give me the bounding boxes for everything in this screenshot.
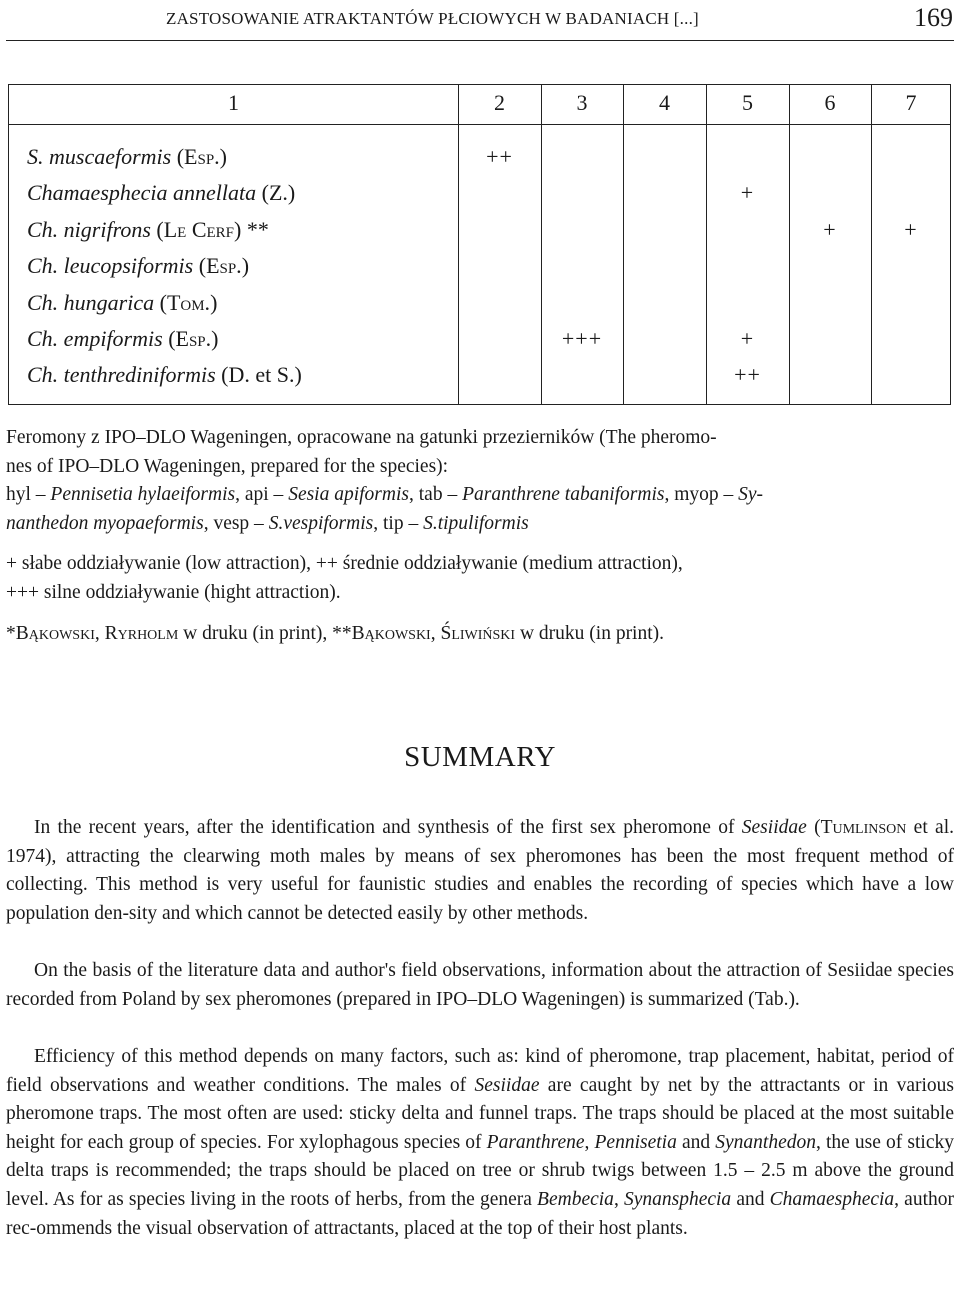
column-header-6: 6 [824, 90, 836, 115]
summary-heading: SUMMARY [404, 741, 556, 773]
header-divider [9, 124, 950, 125]
abbreviation-line: hyl – Pennisetia hylaeiformis, api – Sesia apiformis, tab – Paranthrene tabaniformis, myop – Sy- [6, 484, 764, 506]
attraction-mark: + [823, 217, 837, 242]
column-header-2: 2 [494, 90, 505, 115]
page-number: 169 [914, 3, 953, 32]
attraction-mark: ++ [734, 362, 761, 387]
attraction-table [8, 84, 951, 405]
column-divider [623, 85, 624, 404]
note-line: Feromony z IPO–DLO Wageningen, opracowane na gatunki przezierników (The pheromo- [6, 427, 717, 448]
species-name: Ch. leucopsiformis (Esp.) [27, 253, 250, 278]
pheromone-note [6, 424, 954, 538]
note-line: nes of IPO–DLO Wageningen, prepared for the species): [6, 455, 449, 477]
column-divider [458, 85, 459, 404]
attraction-mark: +++ [561, 326, 603, 351]
summary-paragraph-3: Efficiency of this method depends on many factors, such as: kind of pheromone, trap placement, habitat, period of field observations and weather conditions. The males of Sesiidae are caught by net by the attractants or in various pheromone traps. The most often are used: sticky delta and funnel traps. The traps should be placed at the most suitable height for each group of species. For xylophagous species of Paranthrene, Pennisetia and Synanthedon, the use of sticky delta traps is recommended; the traps should be placed on tree or shrub twigs between 1.5 – 2.5 m above the ground level. As for as species living in the roots of herbs, from the genera Bembecia, Synansphecia and Chamaesphecia, author rec-ommends the visual observation of attractants, placed at the top of their host plants. [6, 1046, 954, 1239]
attraction-mark: ++ [486, 144, 513, 169]
column-header-4: 4 [659, 90, 670, 115]
column-header-1: 1 [228, 90, 239, 115]
reference-note: *Bąkowski, Ryrholm w druku (in print), **Bąkowski, Śliwiński w druku (in print). [6, 623, 665, 644]
header-rule [6, 40, 954, 41]
attraction-mark: + [740, 180, 755, 205]
column-header-5: 5 [742, 90, 753, 115]
column-divider [706, 85, 707, 404]
column-divider [871, 85, 872, 404]
column-divider [541, 85, 542, 404]
column-divider [789, 85, 790, 404]
species-name: Ch. tenthrediniformis (D. et S.) [27, 362, 302, 387]
summary-paragraph-1: In the recent years, after the identification and synthesis of the first sex pheromone of Sesiidae (Tumlinson et al. 1974), attracting the clearwing moth males by means of sex pheromones has been the most frequent method of collecting. This method is very useful for faunistic studies and enables the recording of species which have a low population den-sity and which cannot be detected easily by other methods. [6, 817, 954, 924]
running-header [0, 0, 960, 42]
legend-line: + słabe oddziaływanie (low attraction), ++ średnie oddziaływanie (medium attraction), [6, 553, 683, 574]
summary-paragraph-2: On the basis of the literature data and author's field observations, information about the attraction of Sesiidae species recorded from Poland by sex pheromones (prepared in IPO–DLO Wageningen) is summarized (Tab.). [6, 960, 954, 1010]
legend-line: +++ silne oddziaływanie (hight attraction). [6, 581, 341, 603]
legend-note [6, 550, 954, 607]
column-header-7: 7 [905, 90, 917, 115]
attraction-mark: + [904, 217, 918, 242]
attraction-mark: + [740, 326, 755, 351]
species-name: Chamaesphecia annellata (Z.) [27, 180, 296, 205]
abbreviation-line: nanthedon myopaeformis, vesp – S.vespiformis, tip – S.tipuliformis [6, 512, 529, 534]
column-header-3: 3 [576, 90, 588, 115]
running-title: ZASTOSOWANIE ATRAKTANTÓW PŁCIOWYCH W BADANIACH [...] [166, 9, 699, 28]
species-name: Ch. empiformis (Esp.) [27, 326, 219, 351]
species-name: S. muscaeformis (Esp.) [27, 144, 227, 169]
species-name: Ch. hungarica (Tom.) [27, 290, 218, 315]
species-name: Ch. nigrifrons (Le Cerf) ** [27, 217, 269, 242]
